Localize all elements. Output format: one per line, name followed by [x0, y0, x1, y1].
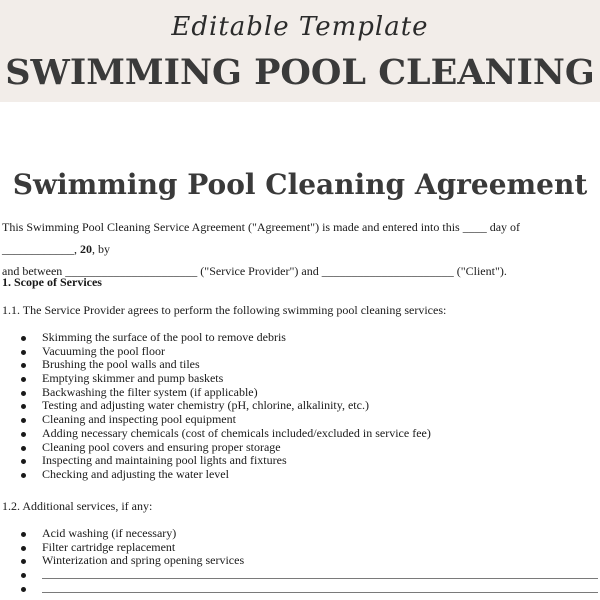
intro-line-2: and between ______________________ ("Service Provider") and ______________________ ("Client").: [2, 264, 507, 278]
list-item: [0, 399, 600, 413]
list-item-text: Acid washing (if necessary): [42, 526, 177, 540]
blank-fill-line: [42, 578, 598, 579]
list-item-text: Backwashing the filter system (if applicable): [42, 384, 258, 399]
list-item-text: Inspecting and maintaining pool lights and fixtures: [42, 453, 287, 468]
list-item-text: Winterization and spring opening services: [42, 553, 245, 568]
bullet-icon: [21, 432, 26, 437]
list-item-text: Checking and adjusting the water level: [42, 466, 229, 481]
services-list: [0, 331, 600, 482]
list-item: [0, 441, 600, 455]
bullet-icon: [21, 559, 26, 564]
bullet-icon: [21, 350, 26, 355]
intro-line-1-start: This Swimming Pool Cleaning Service Agreement ("Agreement") is made and entered into this ____ day of ____________,: [2, 220, 521, 256]
list-item-text: Skimming the surface of the pool to remove debris: [42, 330, 286, 344]
list-item-text: Cleaning and inspecting pool equipment: [42, 412, 236, 427]
banner-script-text: Editable Template: [171, 12, 429, 42]
list-item-text: Emptying skimmer and pump baskets: [42, 371, 224, 386]
list-item: [0, 541, 600, 555]
list-item-text: Vacuuming the pool floor: [42, 343, 165, 358]
list-item: [0, 454, 600, 468]
additional-services-list: [0, 527, 600, 595]
list-item: [0, 427, 600, 441]
blank-list-item: [0, 582, 600, 596]
list-item: [0, 358, 600, 372]
bullet-icon: [21, 573, 26, 578]
bullet-icon: [21, 532, 26, 537]
list-item-text: Cleaning pool covers and ensuring proper storage: [42, 439, 281, 454]
list-item-text: Adding necessary chemicals (cost of chemicals included/excluded in service fee): [42, 425, 431, 440]
bullet-icon: [21, 363, 26, 368]
bullet-icon: [21, 404, 26, 409]
list-item-text: Testing and adjusting water chemistry (pH, chlorine, alkalinity, etc.): [42, 398, 369, 413]
bullet-icon: [21, 377, 26, 382]
intro-line-1-end: , by: [92, 242, 110, 256]
list-item: [0, 345, 600, 359]
blank-fill-line: [42, 592, 598, 593]
bullet-icon: [21, 587, 26, 592]
bullet-icon: [21, 546, 26, 551]
bullet-icon: [21, 473, 26, 478]
list-item: [0, 468, 600, 482]
bullet-icon: [21, 459, 26, 464]
list-item: [0, 554, 600, 568]
banner-title: SWIMMING POOL CLEANING: [5, 52, 595, 93]
bullet-icon: [21, 336, 26, 341]
clause-1-2: 1.2. Additional services, if any:: [2, 499, 153, 513]
list-item: [0, 527, 600, 541]
bullet-icon: [21, 418, 26, 423]
list-item-text: Filter cartridge replacement: [42, 539, 176, 554]
bullet-icon: [21, 391, 26, 396]
document-title: Swimming Pool Cleaning Agreement: [12, 168, 588, 201]
section-1-heading: 1. Scope of Services: [2, 275, 102, 289]
clause-1-1: 1.1. The Service Provider agrees to perform the following swimming pool cleaning services:: [2, 303, 447, 317]
intro-line-1: [2, 216, 598, 260]
list-item: [0, 331, 600, 345]
blank-list-item: [0, 568, 600, 582]
list-item-text: Brushing the pool walls and tiles: [42, 357, 200, 372]
list-item: [0, 386, 600, 400]
list-item: [0, 372, 600, 386]
intro-year: 20: [80, 242, 92, 256]
header-banner: [0, 0, 600, 102]
bullet-icon: [21, 446, 26, 451]
list-item: [0, 413, 600, 427]
